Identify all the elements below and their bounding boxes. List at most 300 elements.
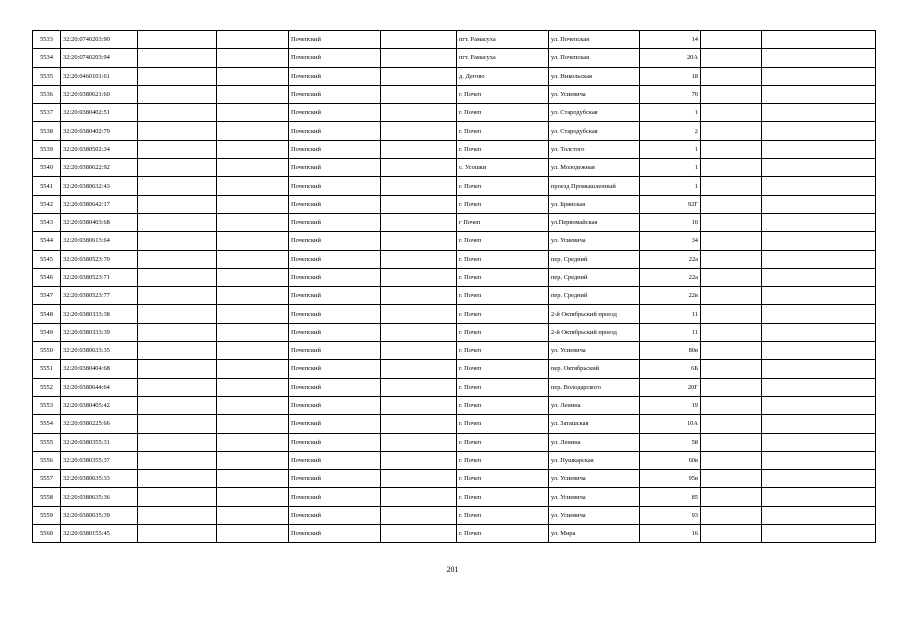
settlement-cell: с. Усошки <box>457 159 549 177</box>
district-cell: Почепский <box>289 323 381 341</box>
street-cell: ул. Почепская <box>549 49 640 67</box>
settlement-cell: г. Почеп <box>457 287 549 305</box>
empty-cell <box>381 305 457 323</box>
empty-cell <box>381 287 457 305</box>
district-cell: Почепский <box>289 287 381 305</box>
table-row <box>33 287 876 305</box>
row-number-cell: 5539 <box>33 140 61 158</box>
empty-cell <box>381 506 457 524</box>
district-cell: Почепский <box>289 305 381 323</box>
settlement-cell: г. Почеп <box>457 488 549 506</box>
street-cell: пер. Средний <box>549 250 640 268</box>
table-row <box>33 396 876 414</box>
cadastral-number-cell: 32:20:0380642:17 <box>61 195 138 213</box>
empty-cell <box>381 49 457 67</box>
table-row <box>33 213 876 231</box>
house-number-cell: 80в <box>640 342 701 360</box>
empty-cell <box>381 415 457 433</box>
house-number-cell: 92Г <box>640 195 701 213</box>
empty-cell <box>762 488 876 506</box>
street-cell: пер. Средний <box>549 268 640 286</box>
row-number-cell: 5557 <box>33 470 61 488</box>
empty-cell <box>701 433 762 451</box>
street-cell: ул. Ленина <box>549 396 640 414</box>
street-cell: ул. Усиевича <box>549 488 640 506</box>
empty-cell <box>762 104 876 122</box>
empty-cell <box>381 85 457 103</box>
empty-cell <box>217 470 289 488</box>
row-number-cell: 5534 <box>33 49 61 67</box>
cadastral-number-cell: 32:20:0460101:61 <box>61 67 138 85</box>
empty-cell <box>138 31 217 49</box>
settlement-cell: г. Почеп <box>457 470 549 488</box>
row-number-cell: 5541 <box>33 177 61 195</box>
empty-cell <box>138 140 217 158</box>
settlement-cell: г. Почеп <box>457 232 549 250</box>
empty-cell <box>138 323 217 341</box>
empty-cell <box>381 232 457 250</box>
empty-cell <box>762 360 876 378</box>
row-number-cell: 5546 <box>33 268 61 286</box>
empty-cell <box>138 378 217 396</box>
empty-cell <box>381 470 457 488</box>
empty-cell <box>217 506 289 524</box>
row-number-cell: 5537 <box>33 104 61 122</box>
house-number-cell: 2 <box>640 122 701 140</box>
house-number-cell: 1 <box>640 140 701 158</box>
street-cell: ул.Первомайская <box>549 213 640 231</box>
house-number-cell: 11 <box>640 323 701 341</box>
settlement-cell: г. Почеп <box>457 104 549 122</box>
street-cell: ул. Усиевича <box>549 506 640 524</box>
row-number-cell: 5559 <box>33 506 61 524</box>
cadastral-number-cell: 32:20:0380523:70 <box>61 250 138 268</box>
empty-cell <box>762 49 876 67</box>
cadastral-number-cell: 32:20:0380613:64 <box>61 232 138 250</box>
empty-cell <box>138 122 217 140</box>
empty-cell <box>138 195 217 213</box>
empty-cell <box>381 159 457 177</box>
row-number-cell: 5536 <box>33 85 61 103</box>
table-row <box>33 177 876 195</box>
empty-cell <box>701 49 762 67</box>
row-number-cell: 5538 <box>33 122 61 140</box>
row-number-cell: 5556 <box>33 451 61 469</box>
cadastral-number-cell: 32:20:0380622:92 <box>61 159 138 177</box>
empty-cell <box>762 140 876 158</box>
empty-cell <box>217 488 289 506</box>
table-row <box>33 232 876 250</box>
empty-cell <box>762 305 876 323</box>
registry-table <box>32 30 876 543</box>
cadastral-number-cell: 32:20:0380644:64 <box>61 378 138 396</box>
empty-cell <box>381 122 457 140</box>
table-row <box>33 305 876 323</box>
cadastral-number-cell: 32:20:0380635:39 <box>61 506 138 524</box>
empty-cell <box>217 396 289 414</box>
table-row <box>33 104 876 122</box>
empty-cell <box>762 525 876 543</box>
empty-cell <box>701 342 762 360</box>
empty-cell <box>217 250 289 268</box>
district-cell: Почепский <box>289 360 381 378</box>
house-number-cell: 85 <box>640 488 701 506</box>
table-row <box>33 67 876 85</box>
empty-cell <box>138 287 217 305</box>
house-number-cell: 22а <box>640 268 701 286</box>
empty-cell <box>381 67 457 85</box>
table-row <box>33 140 876 158</box>
empty-cell <box>762 122 876 140</box>
settlement-cell: г. Почеп <box>457 506 549 524</box>
street-cell: ул. Стародубская <box>549 122 640 140</box>
empty-cell <box>138 67 217 85</box>
district-cell: Почепский <box>289 470 381 488</box>
empty-cell <box>762 213 876 231</box>
empty-cell <box>381 177 457 195</box>
district-cell: Почепский <box>289 122 381 140</box>
empty-cell <box>701 525 762 543</box>
table-row <box>33 470 876 488</box>
empty-cell <box>701 451 762 469</box>
cadastral-number-cell: 32:20:0380402:51 <box>61 104 138 122</box>
empty-cell <box>381 378 457 396</box>
empty-cell <box>138 506 217 524</box>
district-cell: Почепский <box>289 506 381 524</box>
district-cell: Почепский <box>289 378 381 396</box>
empty-cell <box>762 159 876 177</box>
empty-cell <box>381 213 457 231</box>
cadastral-number-cell: 32:20:0380404:68 <box>61 360 138 378</box>
empty-cell <box>138 451 217 469</box>
district-cell: Почепский <box>289 159 381 177</box>
street-cell: ул. Никольская <box>549 67 640 85</box>
empty-cell <box>701 287 762 305</box>
district-cell: Почепский <box>289 85 381 103</box>
empty-cell <box>217 305 289 323</box>
page-number: 201 <box>446 565 459 574</box>
house-number-cell: 20Г <box>640 378 701 396</box>
settlement-cell: г. Почеп <box>457 342 549 360</box>
empty-cell <box>217 360 289 378</box>
empty-cell <box>217 104 289 122</box>
street-cell: ул. Усиевича <box>549 232 640 250</box>
district-cell: Почепский <box>289 250 381 268</box>
street-cell: проезд Промышленный <box>549 177 640 195</box>
empty-cell <box>701 250 762 268</box>
row-number-cell: 5558 <box>33 488 61 506</box>
empty-cell <box>217 49 289 67</box>
district-cell: Почепский <box>289 31 381 49</box>
settlement-cell: г. Почеп <box>457 250 549 268</box>
row-number-cell: 5535 <box>33 67 61 85</box>
empty-cell <box>701 415 762 433</box>
empty-cell <box>381 195 457 213</box>
empty-cell <box>701 232 762 250</box>
district-cell: Почепский <box>289 342 381 360</box>
street-cell: ул. Заташская <box>549 415 640 433</box>
district-cell: Почепский <box>289 433 381 451</box>
empty-cell <box>138 360 217 378</box>
district-cell: Почепский <box>289 268 381 286</box>
empty-cell <box>217 213 289 231</box>
district-cell: Почепский <box>289 451 381 469</box>
table-row <box>33 195 876 213</box>
row-number-cell: 5542 <box>33 195 61 213</box>
street-cell: ул. Молодежная <box>549 159 640 177</box>
settlement-cell: г. Почеп <box>457 451 549 469</box>
street-cell: пер. Октябрьский <box>549 360 640 378</box>
empty-cell <box>138 470 217 488</box>
empty-cell <box>217 122 289 140</box>
table-row <box>33 506 876 524</box>
empty-cell <box>762 506 876 524</box>
empty-cell <box>701 122 762 140</box>
cadastral-number-cell: 32:20:0380635:36 <box>61 488 138 506</box>
cadastral-number-cell: 32:20:0380403:68 <box>61 213 138 231</box>
table-row <box>33 31 876 49</box>
settlement-cell: г. Почеп <box>457 378 549 396</box>
house-number-cell: 95в <box>640 470 701 488</box>
empty-cell <box>217 232 289 250</box>
empty-cell <box>701 85 762 103</box>
settlement-cell: г. Почеп <box>457 195 549 213</box>
district-cell: Почепский <box>289 232 381 250</box>
district-cell: Почепский <box>289 49 381 67</box>
cadastral-number-cell: 32:20:0380333:39 <box>61 323 138 341</box>
table-row <box>33 433 876 451</box>
empty-cell <box>762 378 876 396</box>
row-number-cell: 5552 <box>33 378 61 396</box>
cadastral-number-cell: 32:20:0380632:43 <box>61 177 138 195</box>
district-cell: Почепский <box>289 525 381 543</box>
settlement-cell: д. Дегово <box>457 67 549 85</box>
empty-cell <box>381 360 457 378</box>
empty-cell <box>381 323 457 341</box>
table-row <box>33 268 876 286</box>
cadastral-number-cell: 32:20:0740203:90 <box>61 31 138 49</box>
empty-cell <box>217 195 289 213</box>
house-number-cell: 11 <box>640 305 701 323</box>
empty-cell <box>217 378 289 396</box>
house-number-cell: 20А <box>640 49 701 67</box>
cadastral-number-cell: 32:20:0380355:31 <box>61 433 138 451</box>
row-number-cell: 5544 <box>33 232 61 250</box>
empty-cell <box>217 140 289 158</box>
empty-cell <box>381 140 457 158</box>
empty-cell <box>138 159 217 177</box>
empty-cell <box>381 268 457 286</box>
settlement-cell: г. Почеп <box>457 140 549 158</box>
street-cell: ул. Усиевича <box>549 85 640 103</box>
empty-cell <box>381 525 457 543</box>
street-cell: пер. Володарского <box>549 378 640 396</box>
empty-cell <box>381 433 457 451</box>
district-cell: Почепский <box>289 213 381 231</box>
district-cell: Почепский <box>289 140 381 158</box>
house-number-cell: 22в <box>640 287 701 305</box>
cadastral-number-cell: 32:20:0380502:34 <box>61 140 138 158</box>
district-cell: Почепский <box>289 396 381 414</box>
empty-cell <box>138 396 217 414</box>
row-number-cell: 5560 <box>33 525 61 543</box>
district-cell: Почепский <box>289 195 381 213</box>
empty-cell <box>138 488 217 506</box>
settlement-cell: г. Почеп <box>457 85 549 103</box>
empty-cell <box>138 305 217 323</box>
empty-cell <box>138 433 217 451</box>
empty-cell <box>762 451 876 469</box>
cadastral-number-cell: 32:20:0380333:38 <box>61 305 138 323</box>
cadastral-number-cell: 32:20:0380621:60 <box>61 85 138 103</box>
table-row <box>33 49 876 67</box>
empty-cell <box>762 396 876 414</box>
settlement-cell: г Почеп <box>457 213 549 231</box>
cadastral-number-cell: 32:20:0380633:35 <box>61 342 138 360</box>
empty-cell <box>701 104 762 122</box>
street-cell: ул. Почепская <box>549 31 640 49</box>
settlement-cell: г. Почеп <box>457 323 549 341</box>
house-number-cell: 10 <box>640 213 701 231</box>
row-number-cell: 5554 <box>33 415 61 433</box>
empty-cell <box>217 323 289 341</box>
house-number-cell: 93 <box>640 506 701 524</box>
empty-cell <box>701 67 762 85</box>
district-cell: Почепский <box>289 67 381 85</box>
cadastral-number-cell: 32:20:0380355:37 <box>61 451 138 469</box>
empty-cell <box>762 268 876 286</box>
table-row <box>33 488 876 506</box>
empty-cell <box>217 433 289 451</box>
empty-cell <box>138 177 217 195</box>
house-number-cell: 1 <box>640 177 701 195</box>
cadastral-number-cell: 32:20:0740203:94 <box>61 49 138 67</box>
empty-cell <box>217 159 289 177</box>
empty-cell <box>138 49 217 67</box>
empty-cell <box>217 342 289 360</box>
table-row <box>33 250 876 268</box>
empty-cell <box>762 85 876 103</box>
row-number-cell: 5555 <box>33 433 61 451</box>
empty-cell <box>701 159 762 177</box>
district-cell: Почепский <box>289 104 381 122</box>
table-row <box>33 85 876 103</box>
house-number-cell: 34 <box>640 232 701 250</box>
street-cell: ул. Пушкарская <box>549 451 640 469</box>
empty-cell <box>701 305 762 323</box>
empty-cell <box>701 396 762 414</box>
empty-cell <box>217 177 289 195</box>
empty-cell <box>381 250 457 268</box>
empty-cell <box>138 104 217 122</box>
house-number-cell: 70 <box>640 85 701 103</box>
settlement-cell: пгт. Рамасуха <box>457 49 549 67</box>
street-cell: ул. Стародубская <box>549 104 640 122</box>
empty-cell <box>381 31 457 49</box>
settlement-cell: пгт. Рамасуха <box>457 31 549 49</box>
empty-cell <box>701 470 762 488</box>
cadastral-number-cell: 32:20:0380225:66 <box>61 415 138 433</box>
row-number-cell: 5545 <box>33 250 61 268</box>
empty-cell <box>701 360 762 378</box>
house-number-cell: 19 <box>640 396 701 414</box>
empty-cell <box>217 287 289 305</box>
row-number-cell: 5549 <box>33 323 61 341</box>
empty-cell <box>138 250 217 268</box>
empty-cell <box>138 525 217 543</box>
settlement-cell: г. Почеп <box>457 433 549 451</box>
cadastral-number-cell: 32:20:0380523:77 <box>61 287 138 305</box>
house-number-cell: 22а <box>640 250 701 268</box>
table-row <box>33 360 876 378</box>
house-number-cell: 1 <box>640 159 701 177</box>
empty-cell <box>701 31 762 49</box>
street-cell: пер. Средний <box>549 287 640 305</box>
empty-cell <box>762 433 876 451</box>
empty-cell <box>762 177 876 195</box>
row-number-cell: 5551 <box>33 360 61 378</box>
row-number-cell: 5547 <box>33 287 61 305</box>
street-cell: ул. Усиевича <box>549 470 640 488</box>
row-number-cell: 5553 <box>33 396 61 414</box>
empty-cell <box>217 85 289 103</box>
cadastral-number-cell: 32:20:0380402:79 <box>61 122 138 140</box>
street-cell: ул. Ленина <box>549 433 640 451</box>
empty-cell <box>701 378 762 396</box>
empty-cell <box>217 415 289 433</box>
street-cell: ул. Брянская <box>549 195 640 213</box>
empty-cell <box>701 213 762 231</box>
street-cell: ул. Мира <box>549 525 640 543</box>
house-number-cell: 58 <box>640 433 701 451</box>
table-row <box>33 342 876 360</box>
table-row <box>33 525 876 543</box>
empty-cell <box>701 506 762 524</box>
row-number-cell: 5533 <box>33 31 61 49</box>
row-number-cell: 5540 <box>33 159 61 177</box>
table-row <box>33 122 876 140</box>
street-cell: 2-й Октябрьский проезд <box>549 323 640 341</box>
empty-cell <box>138 232 217 250</box>
empty-cell <box>762 342 876 360</box>
empty-cell <box>138 415 217 433</box>
empty-cell <box>762 232 876 250</box>
house-number-cell: 16 <box>640 525 701 543</box>
empty-cell <box>138 342 217 360</box>
empty-cell <box>762 67 876 85</box>
empty-cell <box>701 177 762 195</box>
empty-cell <box>381 104 457 122</box>
table-row <box>33 323 876 341</box>
empty-cell <box>762 470 876 488</box>
cadastral-number-cell: 32:20:0380405:42 <box>61 396 138 414</box>
registry-table-body <box>33 31 876 543</box>
cadastral-number-cell: 32:20:0380523:71 <box>61 268 138 286</box>
house-number-cell: 1 <box>640 104 701 122</box>
empty-cell <box>138 213 217 231</box>
cadastral-number-cell: 32:20:0380155:45 <box>61 525 138 543</box>
table-row <box>33 378 876 396</box>
empty-cell <box>762 323 876 341</box>
house-number-cell: 10А <box>640 415 701 433</box>
empty-cell <box>381 488 457 506</box>
settlement-cell: г. Почеп <box>457 177 549 195</box>
house-number-cell: 6Б <box>640 360 701 378</box>
empty-cell <box>138 85 217 103</box>
empty-cell <box>762 195 876 213</box>
settlement-cell: г. Почеп <box>457 360 549 378</box>
settlement-cell: г. Почеп <box>457 268 549 286</box>
